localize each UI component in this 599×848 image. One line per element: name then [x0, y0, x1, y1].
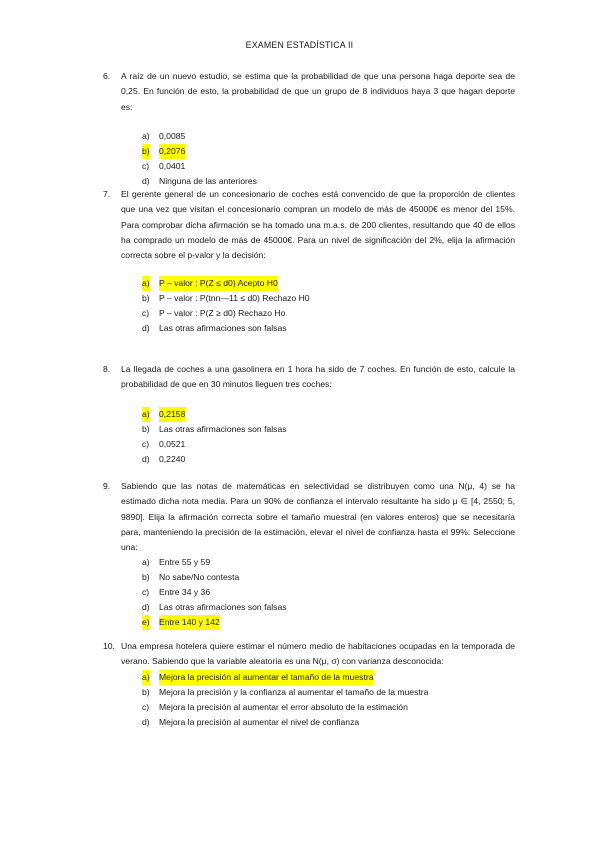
question-7 [103, 187, 515, 336]
option-e: e) Entre 140 y 142 [142, 615, 515, 630]
question-number: 7. [103, 189, 111, 199]
question-text: Sabiendo que las notas de matemáticas en selectividad se distribuyen como una N(μ, 4) se ha estimado dicha nota media. Para un 90% de confianza el intervalo resultante ha sido μ ∈ [4, 2550; 5, 9890]. Elija la afirmación correcta sobre el tamaño muestral (en valores enteros) que se necesitaría para, manteniendo la precisión de la estimación, elevar el nivel de confianza hasta el 99%: Seleccione una: [121, 481, 515, 553]
option-c: c) Entre 34 y 36 [142, 587, 211, 598]
option-a: a) 0,2158 [142, 407, 515, 422]
option-b: b) P – valor : P(tnn—11 ≤ d0) Rechazo H0 [142, 293, 310, 304]
question-text: El gerente general de un concesionario de coches está convencido de que la proporción de clientes que una vez que visitan el concesionario compran un modelo de más de 45000€ es menor del 15%. Para comprobar dicha afirmación se ha tomado una m.a.s. de 200 clientes, resultando que 40 de ellos ha comprado un modelo de más de 45000€. Para un nivel de significación del 2%, elija la afirmación correcta sobre el p-valor y la decisión: [121, 189, 515, 261]
question-text: La llegada de coches a una gasolinera en 1 hora ha sido de 7 coches. En función de esto, calcule la probabilidad de que en 30 minutos lleguen tres coches: [121, 364, 515, 390]
question-number: 10. [103, 641, 115, 651]
question-6 [103, 69, 515, 189]
option-d: d) Las otras afirmaciones son falsas [142, 323, 287, 334]
options-list [142, 129, 515, 189]
options-list [142, 670, 515, 730]
options-list [142, 407, 515, 467]
option-a: a) P – valor : P(Z ≤ d0) Acepto H0 [142, 276, 515, 291]
option-c: c) 0,0401 [142, 160, 186, 171]
option-b: b) Mejora la precisión y la confianza al aumentar el tamaño de la muestra [142, 686, 429, 697]
option-d: d) Ninguna de las anteriores [142, 175, 257, 186]
option-a: a) Mejora la precisión al aumentar el tamaño de la muestra [142, 670, 515, 685]
question-number: 6. [103, 71, 111, 81]
document-title: EXAMEN ESTADÍSTICA II [245, 40, 354, 50]
question-number: 9. [103, 481, 111, 491]
question-10 [103, 639, 515, 730]
question-number: 8. [103, 364, 111, 374]
option-a: a) 0,0085 [142, 130, 186, 141]
option-c: c) Mejora la precisión al aumentar el error absoluto de la estimación [142, 701, 408, 712]
option-b: b) No sabe/No contesta [142, 572, 240, 583]
option-d: d) 0,2240 [142, 453, 186, 464]
option-c: c) 0,0521 [142, 438, 186, 449]
option-b: b) Las otras afirmaciones son falsas [142, 423, 287, 434]
question-text: A raíz de un nuevo estudio, se estima que la probabilidad de que una persona haga deporte sea de 0,25. En función de esto, la probabilidad de que un grupo de 8 individuos haya 3 que hagan deporte es: [121, 71, 515, 112]
option-b: b) 0,2076 [142, 144, 515, 159]
question-8 [103, 362, 515, 467]
question-text: Una empresa hotelera quiere estimar el número medio de habitaciones ocupadas en la temporada de verano. Sabiendo que la variable aleatoria es una N(μ, σ) con varianza desconocida: [121, 641, 515, 667]
options-list [142, 276, 515, 336]
option-d: d) Las otras afirmaciones son falsas [142, 602, 287, 613]
question-9 [103, 479, 515, 630]
option-c: c) P – valor : P(Z ≥ d0) Rechazo Ho [142, 308, 286, 319]
options-list [142, 555, 515, 630]
option-a: a) Entre 55 y 59 [142, 557, 211, 568]
option-d: d) Mejora la precisión al aumentar el nivel de confianza [142, 716, 360, 727]
